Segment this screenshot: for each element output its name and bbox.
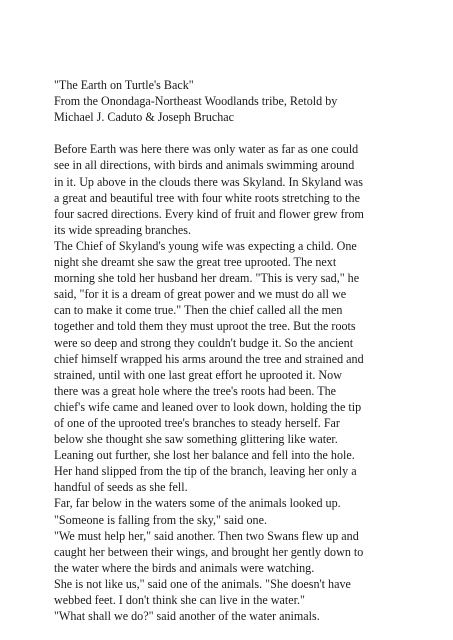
body-line: "We must help her," said another. Then two Swans flew up and	[54, 528, 359, 543]
story-body	[54, 141, 424, 624]
body-line: can to make it come true." Then the chief called all the men	[54, 303, 343, 318]
body-line: see in all directions, with birds and animals swimming around	[54, 158, 355, 173]
body-line: said, "for it is a dream of great power and we must do all we	[54, 287, 347, 302]
document-text	[54, 77, 424, 624]
body-line: handful of seeds as she fell.	[54, 480, 188, 495]
body-line: night she dreamt she saw the great tree uprooted. The next	[54, 255, 337, 270]
story-title: "The Earth on Turtle's Back"	[54, 78, 194, 92]
body-line: chief himself wrapped his arms around the tree and strained and	[54, 351, 364, 366]
body-line: there was a great hole where the tree's roots had been. The	[54, 383, 337, 398]
body-line: four sacred directions. Every kind of fruit and flower grew from	[54, 206, 364, 221]
story-authors: Michael J. Caduto & Joseph Bruchac	[54, 110, 235, 125]
body-line: "What shall we do?" said another of the water animals.	[54, 609, 320, 624]
body-line: below she thought she saw something glittering like water.	[54, 432, 338, 447]
body-line: its wide spreading branches.	[54, 222, 192, 237]
story-source: From the Onondaga-Northeast Woodlands tribe, Retold by	[54, 94, 338, 109]
body-line: of one of the uprooted tree's branches to steady herself. Far	[54, 415, 340, 430]
body-line: were so deep and strong they couldn't budge it. So the ancient	[54, 335, 354, 350]
document-header	[54, 77, 424, 125]
body-line: strained, until with one last great effort he uprooted it. Now	[54, 367, 342, 382]
paragraph-gap	[54, 125, 424, 141]
body-line: She is not like us," said one of the animals. "She doesn't have	[54, 576, 351, 591]
body-line: "Someone is falling from the sky," said one.	[54, 512, 267, 527]
body-line: chief's wife came and leaned over to look down, holding the tip	[54, 399, 362, 414]
body-line: in it. Up above in the clouds there was Skyland. In Skyland was	[54, 174, 364, 189]
body-line: caught her between their wings, and brought her gently down to	[54, 544, 364, 559]
body-line: Her hand slipped from the tip of the branch, leaving her only a	[54, 464, 357, 479]
body-line: webbed feet. I don't think she can live in the water."	[54, 593, 305, 607]
body-line: The Chief of Skyland's young wife was expecting a child. One	[54, 238, 357, 253]
body-line: a great and beautiful tree with four white roots stretching to the	[54, 190, 360, 205]
body-line: the water where the birds and animals were watching.	[54, 560, 315, 575]
body-line: together and told them they must uproot the tree. But the roots	[54, 319, 356, 334]
body-line: morning she told her husband her dream. "This is very sad," he	[54, 271, 360, 286]
body-line: Leaning out further, she lost her balance and fell into the hole.	[54, 448, 355, 463]
body-line: Before Earth was here there was only water as far as one could	[54, 142, 359, 157]
body-line: Far, far below in the waters some of the animals looked up.	[54, 496, 341, 511]
